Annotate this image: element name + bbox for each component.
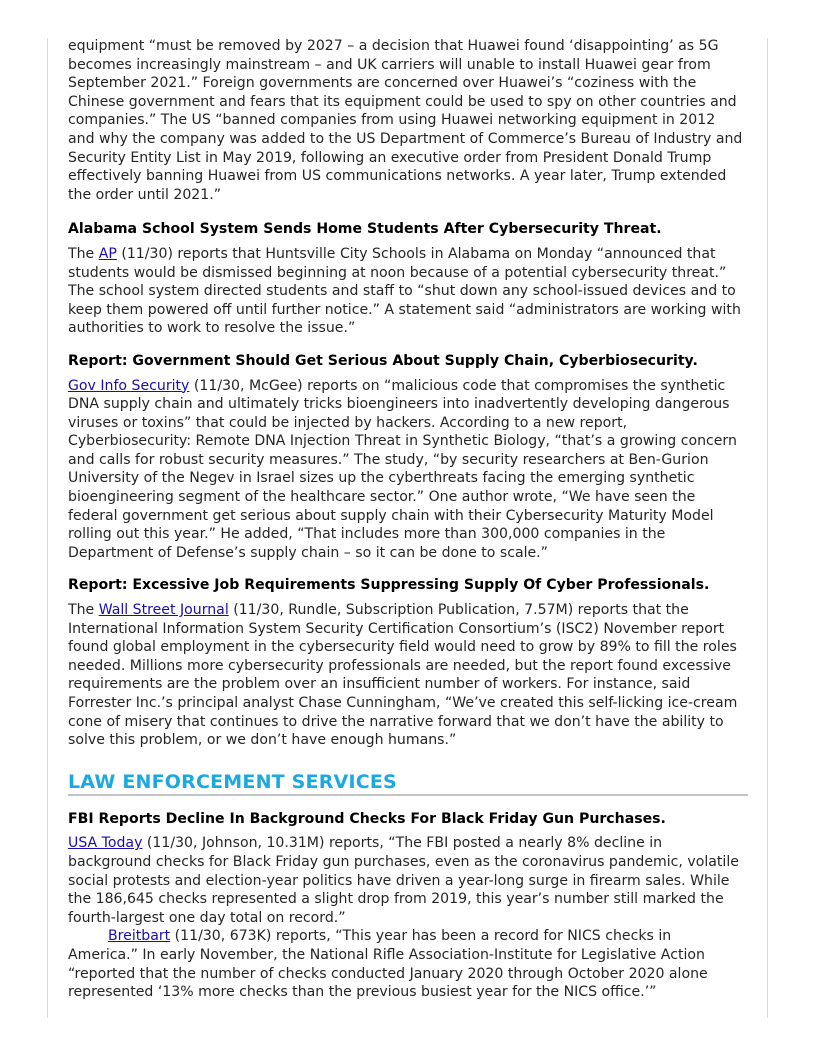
article-body-continued (68, 927, 744, 1001)
article-headline: FBI Reports Decline In Background Checks For Black Friday Gun Purchases. (68, 810, 666, 827)
source-link-ap[interactable]: AP (98, 245, 117, 262)
article-fbi-background-checks (68, 810, 744, 1002)
newsletter-content (68, 37, 744, 1002)
article-body (68, 377, 744, 563)
article-body (68, 601, 744, 750)
continuation-paragraph: equipment “must be removed by 2027 – a decision that Huawei found ‘disappointing’ as 5G becomes increasingly mainstream – and UK carriers will unable to install Huawei gear from September 2021.” Foreign governments are concerned over Huawei’s “coziness with the Chinese government and fears that its equipment could be used to spy on other countries and companies.” The US “banned companies from using Huawei networking equipment in 2012 and why the company was added to the US Department of Commerce’s Bureau of Industry and Security Entity List in May 2019, following an executive order from President Donald Trump effectively banning Huawei from US communications networks. A year later, Trump extended the order until 2021.” (68, 38, 743, 203)
section-title: LAW ENFORCEMENT SERVICES (68, 770, 748, 796)
article-cyberbiosecurity (68, 352, 744, 563)
article-cyber-jobs (68, 576, 744, 749)
source-link-wall-street-journal[interactable]: Wall Street Journal (98, 602, 229, 619)
source-link-gov-info-security[interactable]: Gov Info Security (68, 377, 190, 394)
article-headline: Alabama School System Sends Home Students After Cybersecurity Threat. (68, 221, 662, 238)
right-margin-rule (767, 38, 768, 1018)
source-link-breitbart[interactable]: Breitbart (108, 928, 171, 945)
article-text: (11/30, McGee) reports on “malicious code that compromises the synthetic DNA supply chain and ultimately tricks bioengineers into inadvertently developing dangerous viruses or toxins” that could be injected by hackers. According to a new report, Cyberbiosecurity: Remote DNA Injection Threat in Synthetic Biology, “that’s a growing concern and calls for robust security measures.” The study, “by security researchers at Ben-Gurion University of the Negev in Israel sizes up the cyberthreats facing the emerging synthetic bioengineering segment of the healthcare sector.” One author wrote, “We have seen the federal government get serious about supply chain with their Cybersecurity Maturity Model rolling out this year.” He added, “That includes more than 300,000 companies in the Department of Defense’s supply chain – so it can be done to scale.” (68, 377, 737, 561)
left-margin-rule (47, 38, 48, 1018)
source-prefix: The (68, 602, 99, 619)
article-text: (11/30, 673K) reports, “This year has been a record for NICS checks in America.” In early November, the National Rifle Association-Institute for Legislative Action “reported that the number of checks conducted January 2020 through October 2020 alone represented ‘13% more checks than the previous busiest year for the NICS office.’” (68, 928, 708, 1001)
article-headline: Report: Government Should Get Serious About Supply Chain, Cyberbiosecurity. (68, 352, 698, 369)
article-body: The AP (11/30) reports that Huntsville City Schools in Alabama on Monday “announced that students would be dismissed beginning at noon because of a potential cybersecurity threat.” The school system directed students and staff to “shut down any school-issued devices and to keep them powered off until further notice.” A statement said “administrators are working with authorities to work to resolve the issue.” (68, 245, 741, 337)
article-body (68, 834, 744, 927)
article-text: (11/30, Johnson, 10.31M) reports, “The FBI posted a nearly 8% decline in background checks for Black Friday gun purchases, even as the coronavirus pandemic, volatile social protests and election-year politics have driven a year-long surge in firearm sales. While the 186,645 checks represented a slight drop from 2019, this year’s number still marked the fourth-largest one day total on record.” (68, 835, 739, 926)
article-alabama-schools (68, 220, 744, 338)
source-link-usa-today[interactable]: USA Today (68, 835, 143, 852)
article-text: (11/30) reports that Huntsville City Schools in Alabama on Monday “announced that students would be dismissed beginning at noon because of a potential cybersecurity threat.” The school system directed students and staff to “shut down any school-issued devices and to keep them powered off until further notice.” A statement said “administrators are working with authorities to work to resolve the issue.” (68, 245, 741, 337)
article-headline: Report: Excessive Job Requirements Suppressing Supply Of Cyber Professionals. (68, 577, 710, 594)
article-text: (11/30, Rundle, Subscription Publication, 7.57M) reports that the International Information System Security Certification Consortium’s (ISC2) November report found global employment in the cybersecurity field would need to grow by 89% to fill the roles needed. Millions more cybersecurity professionals are needed, but the report found excessive requirements are the problem over an insufficient number of workers. For instance, said Forrester Inc.’s principal analyst Chase Cunningham, “We’ve created this self-licking ice-cream cone of misery that continues to drive the narrative forward that we don’t have the ability to solve this problem, or we don’t have enough humans.” (68, 602, 738, 749)
section-law-enforcement (68, 770, 744, 1002)
